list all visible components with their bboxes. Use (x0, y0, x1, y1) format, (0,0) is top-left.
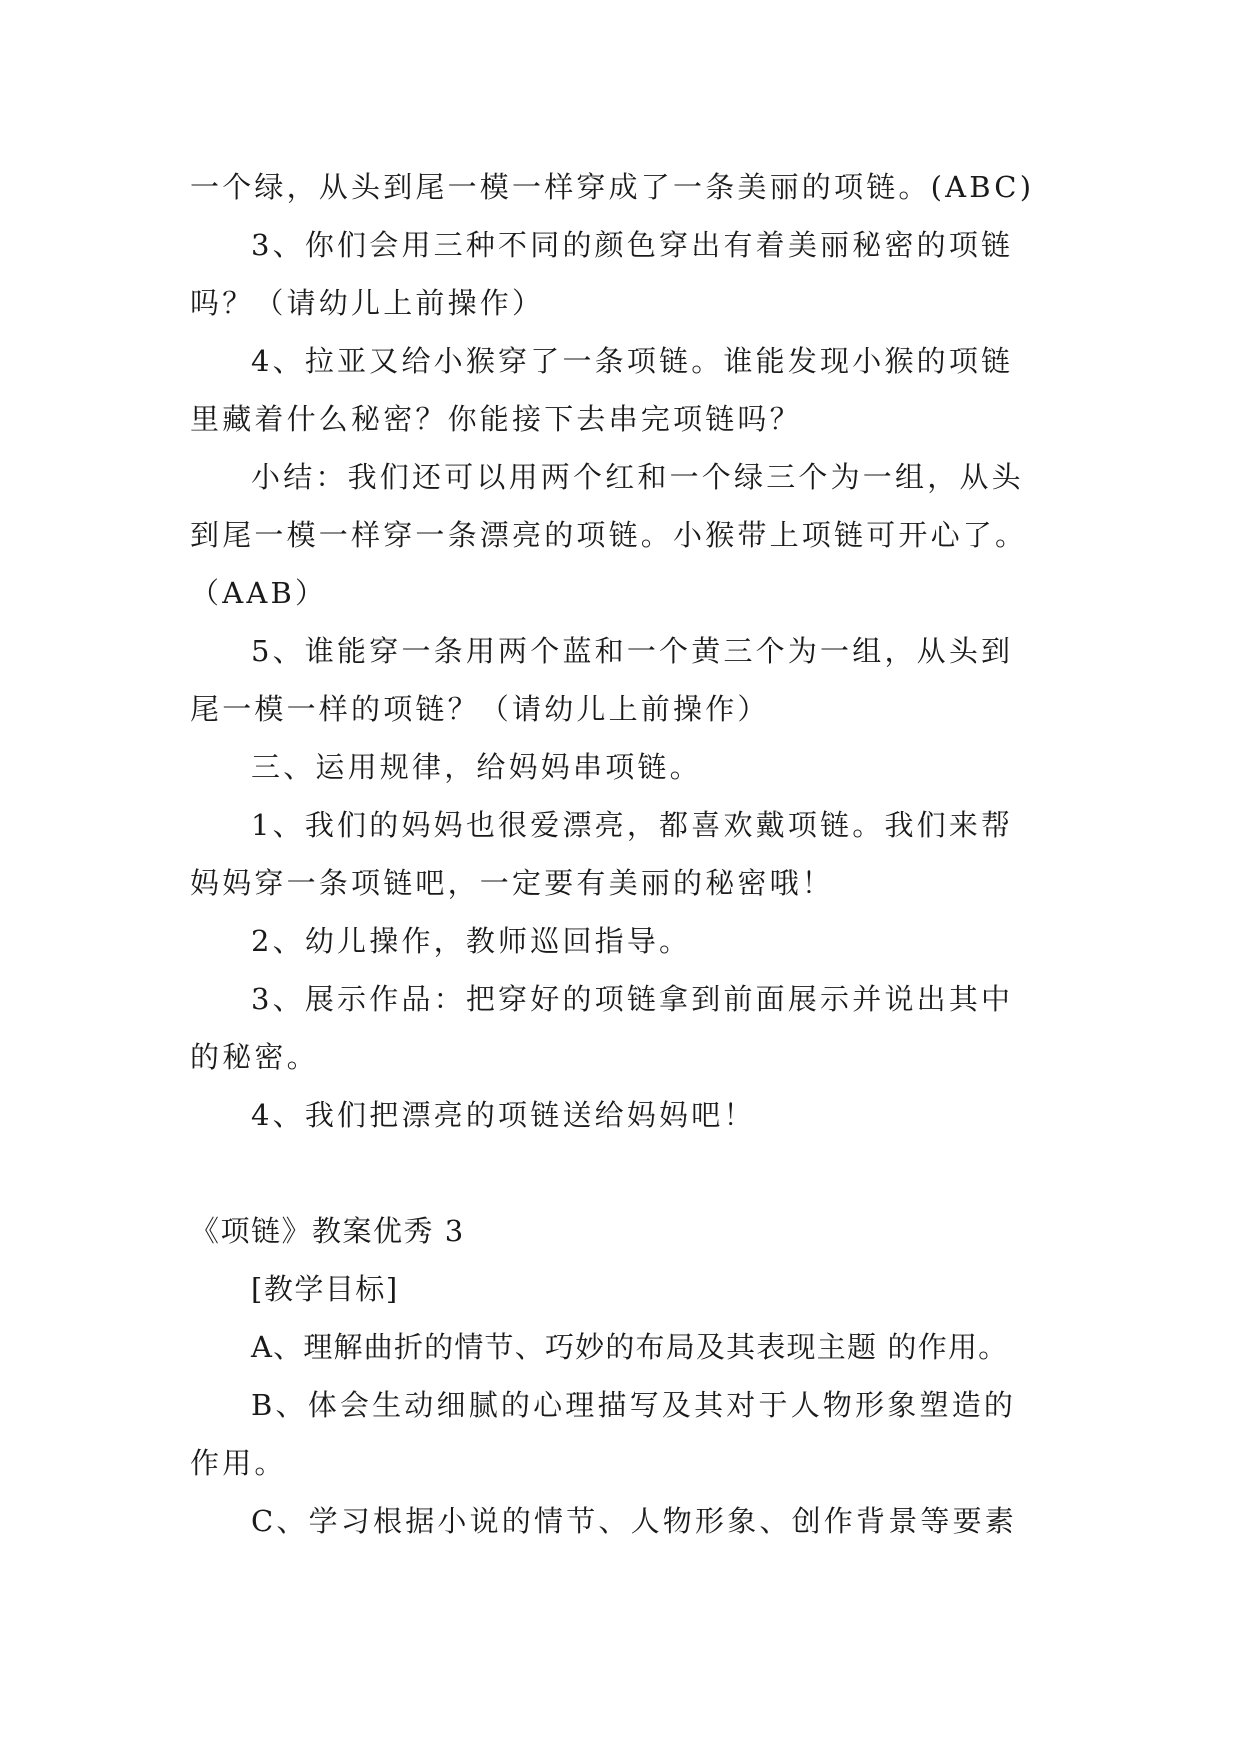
paragraph-line: B、体会生动细腻的心理描写及其对于人物形象塑造的 (251, 1388, 1017, 1422)
paragraph-line: 4、拉亚又给小猴穿了一条项链。谁能发现小猴的项链 (251, 344, 1014, 378)
paragraph-line: 1、我们的妈妈也很爱漂亮，都喜欢戴项链。我们来帮 (251, 808, 1014, 842)
goals-heading: [教学目标] (251, 1272, 399, 1306)
paragraph-line: 作用。 (190, 1446, 287, 1480)
paragraph-line: 4、我们把漂亮的项链送给妈妈吧！ (251, 1098, 756, 1132)
document-body (190, 158, 1050, 1550)
paragraph-line: 小结：我们还可以用两个红和一个绿三个为一组，从头 (251, 460, 1024, 494)
paragraph-line: 3、展示作品：把穿好的项链拿到前面展示并说出其中 (251, 982, 1014, 1016)
paragraph-line: 吗？（请幼儿上前操作） (190, 286, 545, 320)
section-gap (190, 1144, 1050, 1202)
paragraph-line: （AAB） (190, 576, 328, 610)
paragraph-line: 到尾一模一样穿一条漂亮的项链。小猴带上项链可开心了。 (190, 518, 1028, 552)
document-title: 《项链》教案优秀 3 (190, 1214, 465, 1248)
paragraph-line: 3、你们会用三种不同的颜色穿出有着美丽秘密的项链 (251, 228, 1014, 262)
paragraph-line: 5、谁能穿一条用两个蓝和一个黄三个为一组，从头到 (251, 634, 1014, 668)
paragraph-line: 2、幼儿操作，教师巡回指导。 (251, 924, 692, 958)
paragraph-line: A、理解曲折的情节、巧妙的布局及其表现主题 的作用。 (251, 1330, 1009, 1364)
paragraph-line: 一个绿，从头到尾一模一样穿成了一条美丽的项链。(ABC) (190, 170, 1035, 204)
paragraph-line: 里藏着什么秘密？你能接下去串完项链吗？ (190, 402, 802, 436)
paragraph-line: 尾一模一样的项链？（请幼儿上前操作） (190, 692, 770, 726)
paragraph-line: 妈妈穿一条项链吧，一定要有美丽的秘密哦！ (190, 866, 835, 900)
section-heading: 三、运用规律，给妈妈串项链。 (251, 750, 702, 784)
paragraph-line: C、学习根据小说的情节、人物形象、创作背景等要素 (251, 1504, 1017, 1538)
paragraph-line: 的秘密。 (190, 1040, 319, 1074)
